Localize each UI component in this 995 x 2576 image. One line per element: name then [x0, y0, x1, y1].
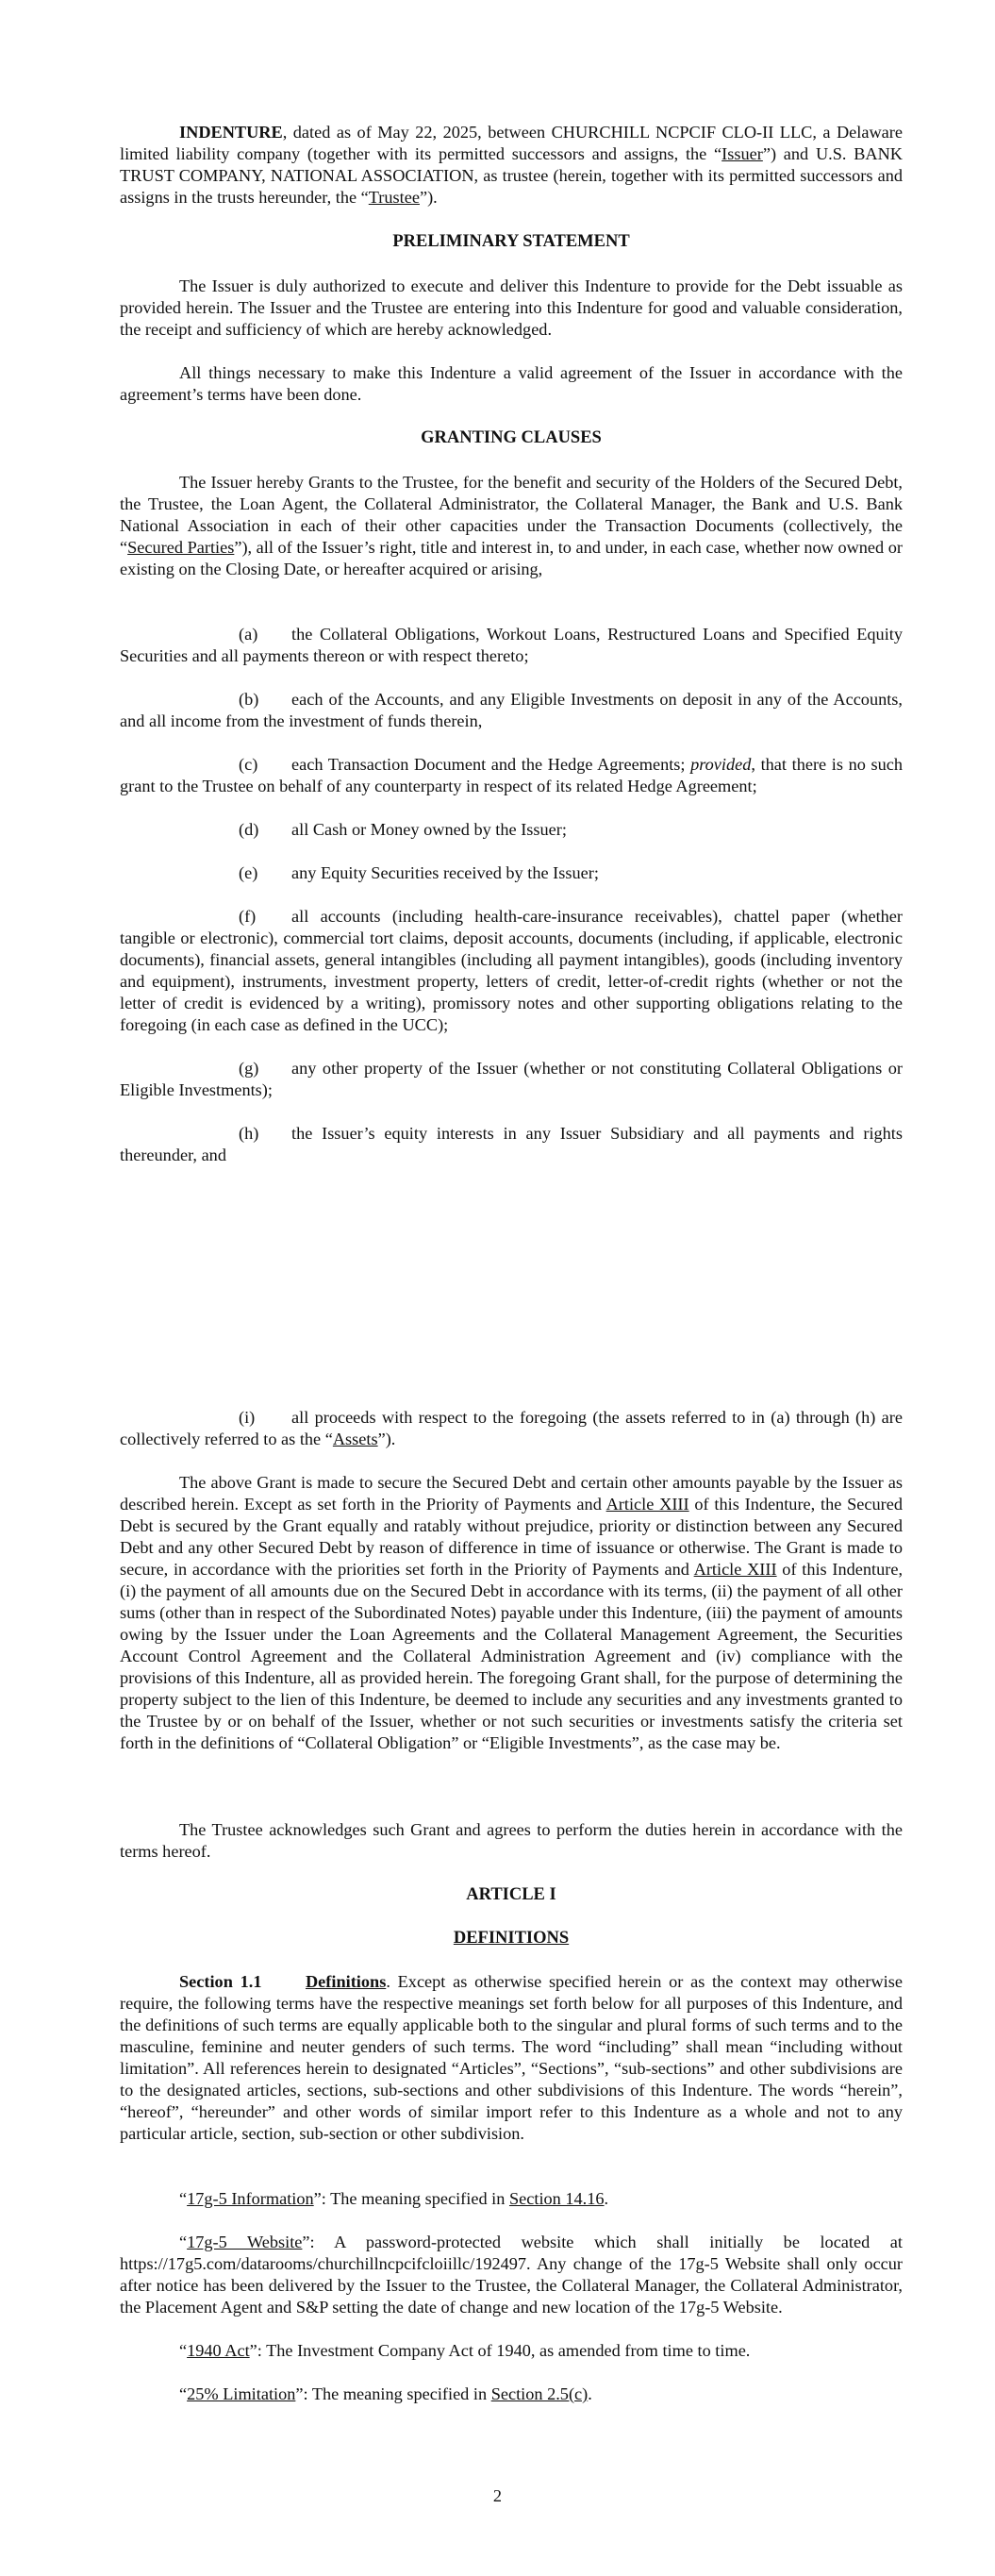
grant-item-f: (f) all accounts (including health-care-insurance receivables), chattel paper (whether tangible or electronic), commercial tort claims, deposit accounts, documents (including, if applicable, electronic documents), financial assets, general intangibles (including all payment intangibles), goods (including inventory and equipment), instruments, investment property, letters of credit, letter-of-credit rights (whether or not the letter of credit is evidenced by a writing), promissory notes and other supporting obligations relating to the foregoing (in each case as defined in the UCC); [120, 907, 903, 1034]
article-xiii-reference-2: Article XIII [693, 1560, 777, 1579]
preliminary-statement-heading: PRELIMINARY STATEMENT [392, 232, 630, 251]
grant-item-e: (e) any Equity Securities received by the Issuer; [239, 863, 599, 882]
preliminary-paragraph-1: The Issuer is duly authorized to execute and deliver this Indenture to provide for the Debt issuable as provided herein. The Issuer and the Trustee are entering into this Indenture for good and valuable consideration, the receipt and sufficiency of which are hereby acknowledged. [120, 276, 903, 339]
granting-paragraph: The Issuer hereby Grants to the Trustee, for the benefit and security of the Holders of the Secured Debt, the Trustee, the Loan Agent, the Collateral Administrator, the Collateral Manager, the Bank and U.S. Bank National Association in each of their other capacities under the Transaction Documents (collectively, the “Secured Parties”), all of the Issuer’s right, title and interest in, to and under, in each case, whether now owned or existing on the Closing Date, or hereafter acquired or arising, [120, 473, 903, 578]
section-14-16-reference: Section 14.16 [508, 2189, 605, 2208]
definition-25-percent-limitation: “25% Limitation”: The meaning specified in Section 2.5(c). [179, 2384, 592, 2403]
definition-17g5-information: “17g-5 Information”: The meaning specified in Section 14.16. [179, 2189, 609, 2208]
granting-clauses-heading: GRANTING CLAUSES [421, 428, 602, 447]
section-title: Definitions [305, 1972, 387, 1991]
grant-item-d: (d) all Cash or Money owned by the Issuer; [239, 820, 567, 839]
grant-purpose-paragraph: The above Grant is made to secure the Secured Debt and certain other amounts payable by the Issuer as described herein. Except as set forth in the Priority of Payments and Article XIII of this Indenture, the Secured Debt is secured by the Grant equally and ratably without prejudice, priority or distinction between any Secured Debt and any other Secured Debt by reason of difference in time of issuance or otherwise. The Grant is made to secure, in accordance with the priorities set forth in the Priority of Payments and Article XIII of this Indenture, (i) the payment of all amounts due on the Secured Debt in accordance with its terms, (ii) the payment of all other sums (other than in respect of the Subordinated Notes) payable under this Indenture, (iii) the payment of amounts owing by the Issuer under the Loan Agreements and the Collateral Management Agreement, the Securities Account Control Agreement and the Collateral Administration Agreement and (iv) compliance with the provisions of this Indenture, all as provided herein. The foregoing Grant shall, for the purpose of determining the property subject to the lien of this Indenture, be deemed to include any securities and any investments granted to the Trustee by or on behalf of the Issuer, whether or not such securities or investments satisfy the criteria set forth in the definitions of “Collateral Obligation” or “Eligible Investments”, as the case may be. [120, 1473, 904, 1752]
section-2-5c-reference: Section 2.5(c) [490, 2384, 589, 2403]
term-25-percent-limitation: 25% Limitation [187, 2384, 296, 2403]
trustee-term: Trustee [368, 188, 420, 207]
term-17g5-website: 17g-5 Website [187, 2233, 303, 2251]
grant-item-a: (a) the Collateral Obligations, Workout Loans, Restructured Loans and Specified Equity Securities and all payments thereon or with respect thereto; [120, 625, 903, 665]
grant-item-g: (g) any other property of the Issuer (whether or not constituting Collateral Obligations or Eligible Investments); [120, 1059, 903, 1099]
indenture-term: INDENTURE [179, 123, 283, 142]
article-heading: ARTICLE I [466, 1885, 556, 1904]
assets-term: Assets [332, 1430, 378, 1448]
section-1-1-paragraph: Section 1.1 Definitions. Except as otherwise specified herein or as the context may otherwise require, the following terms have the respective meanings set forth below for all purposes of this Indenture, and the definitions of such terms are equally applicable both to the singular and plural forms of such terms and to the masculine, feminine and neuter genders of such terms. The word “including” shall mean “including without limitation”. All references herein to designated “Articles”, “Sections”, “sub-sections” and other subdivisions are to the designated articles, sections, sub-sections and other subdivisions of this Indenture. The words “herein”, “hereof”, “hereunder” and other words of similar import refer to this Indenture as a whole and not to any particular article, section, sub-section or other subdivision. [120, 1972, 903, 2143]
trustee-acknowledgment-paragraph: The Trustee acknowledges such Grant and agrees to perform the duties herein in accordance with the terms hereof. [120, 1820, 903, 1861]
preliminary-paragraph-2: All things necessary to make this Indenture a valid agreement of the Issuer in accordance with the agreement’s terms have been done. [120, 363, 903, 404]
issuer-term: Issuer [721, 144, 763, 163]
secured-parties-term: Secured Parties [127, 538, 235, 557]
section-number: Section 1.1 [179, 1972, 262, 1991]
grant-item-c: (c) each Transaction Document and the Hedge Agreements; provided, that there is no such grant to the Trustee on behalf of any counterparty in respect of its related Hedge Agreement; [120, 755, 903, 795]
term-1940-act: 1940 Act [187, 2341, 250, 2360]
term-17g5-information: 17g-5 Information [187, 2189, 314, 2208]
grant-item-h: (h) the Issuer’s equity interests in any Issuer Subsidiary and all payments and rights thereunder, and [120, 1124, 903, 1164]
definition-1940-act: “1940 Act”: The Investment Company Act of 1940, as amended from time to time. [179, 2341, 751, 2360]
page-number: 2 [492, 2486, 503, 2505]
grant-item-i: (i) all proceeds with respect to the foregoing (the assets referred to in (a) through (h) are collectively referred to as the “Assets”). [120, 1408, 903, 1448]
grant-item-b: (b) each of the Accounts, and any Eligible Investments on deposit in any of the Accounts, and all income from the investment of funds therein, [120, 690, 903, 730]
intro-paragraph: INDENTURE, dated as of May 22, 2025, between CHURCHILL NCPCIF CLO-II LLC, a Delaware limited liability company (together with its permitted successors and assigns, the “Issuer”) and U.S. BANK TRUST COMPANY, NATIONAL ASSOCIATION, as trustee (herein, together with its permitted successors and assigns in the trusts hereunder, the “Trustee”). [120, 123, 904, 207]
definition-17g5-website: “17g-5 Website”: A password-protected website which shall initially be located at https://17g5.com/datarooms/churchillncpcifcloiillc/192497. Any change of the 17g-5 Website shall only occur after notice has been delivered by the Issuer to the Trustee, the Collateral Manager, the Collateral Administrator, the Placement Agent and S&P setting the date of change and new location of the 17g-5 Website. [120, 2233, 903, 2317]
article-xiii-reference: Article XIII [605, 1495, 689, 1514]
definitions-heading: DEFINITIONS [453, 1929, 570, 1948]
